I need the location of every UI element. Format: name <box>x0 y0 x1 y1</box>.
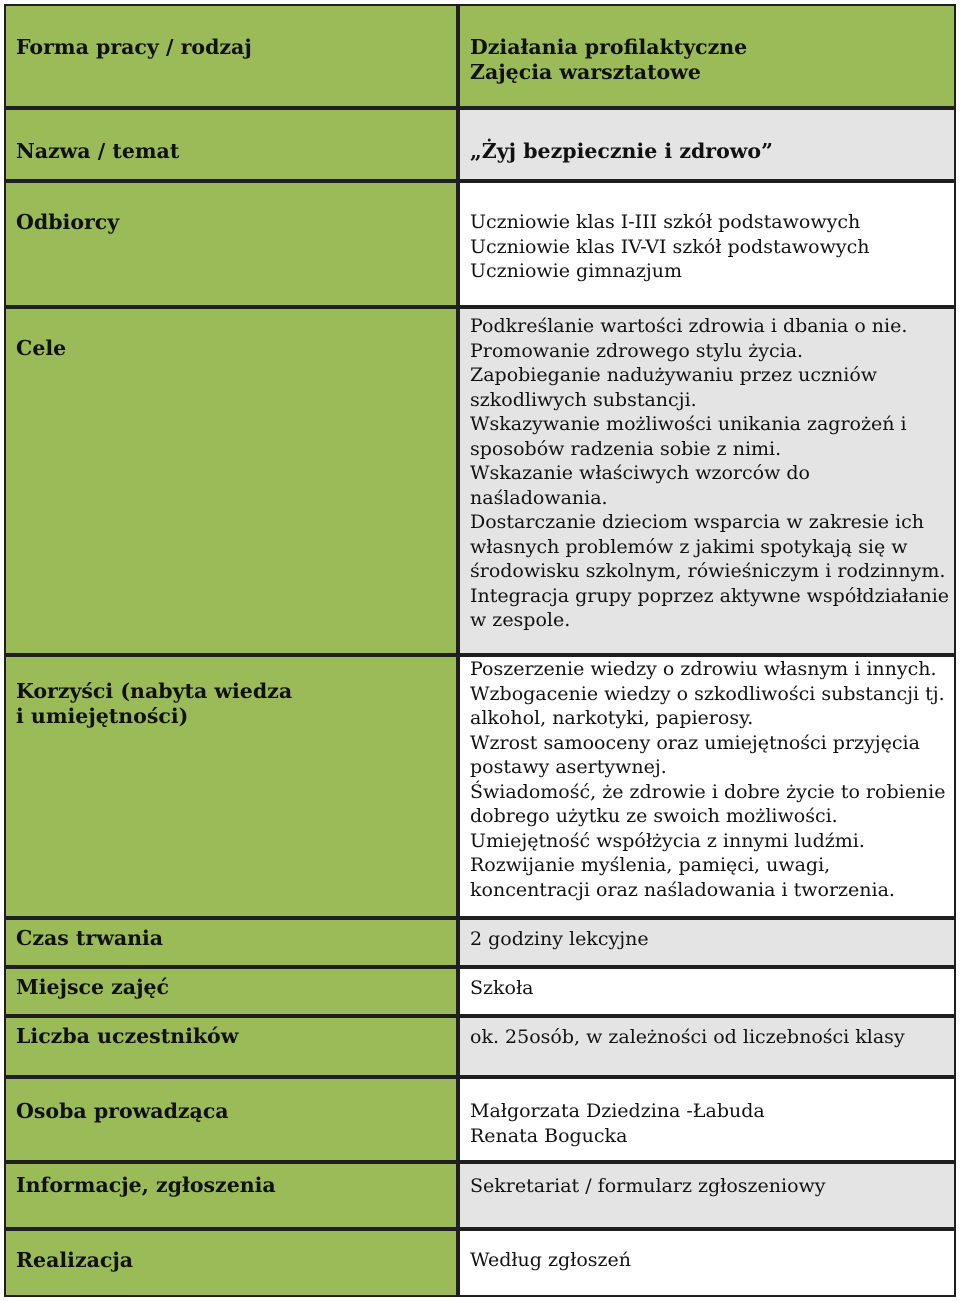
label-line: Korzyści (nabyta wiedza <box>16 679 293 703</box>
value-line: Poszerzenie wiedzy o zdrowiu własnym i innych. <box>470 658 937 680</box>
label-czas-trwania: Czas trwania <box>6 920 456 965</box>
value-line: Renata Bogucka <box>470 1124 628 1147</box>
value-nazwa-temat <box>460 110 954 179</box>
label-odbiorcy: Odbiorcy <box>6 183 456 305</box>
label-line: i umiejętności) <box>16 703 189 728</box>
value-line: Dostarczanie dzieciom wsparcia w zakresie ich <box>470 511 924 533</box>
value-line: Umiejętność współżycia z innymi ludźmi. <box>470 829 865 852</box>
value-korzysci <box>460 657 954 916</box>
value-line: Świadomość, że zdrowie i dobre życie to robienie <box>470 780 946 803</box>
value-informacje <box>460 1164 954 1227</box>
label-osoba-prowadzaca: Osoba prowadząca <box>6 1079 456 1160</box>
value-line: koncentracji oraz naśladowania i tworzenia. <box>470 878 895 901</box>
value-line: Wzbogacenie wiedzy o szkodliwości substancji tj. <box>470 682 945 705</box>
value-realizacja <box>460 1231 954 1295</box>
value-line: szkodliwych substancji. <box>470 388 697 411</box>
value-line: Rozwijanie myślenia, pamięci, uwagi, <box>470 854 831 876</box>
value-line: własnych problemów z jakimi spotykają się w <box>470 535 908 558</box>
value-line: sposobów radzenia sobie z nimi. <box>470 437 782 460</box>
label-korzysci <box>6 657 456 916</box>
value-line: dobrego użytku ze swoich możliwości. <box>470 805 838 827</box>
value-line: środowisku szkolnym, rówieśniczym i rodzinnym. <box>470 560 946 582</box>
value-miejsce-zajec <box>460 969 954 1014</box>
label-informacje: Informacje, zgłoszenia <box>6 1164 456 1227</box>
label-liczba-uczestnikow: Liczba uczestników <box>6 1018 456 1075</box>
value-line: Uczniowie gimnazjum <box>470 260 683 282</box>
value-line: Integracja grupy poprzez aktywne współdziałanie <box>470 584 950 607</box>
value-line: 2 godziny lekcyjne <box>470 928 649 950</box>
value-line: Uczniowie klas I-III szkół podstawowych <box>470 211 861 233</box>
value-odbiorcy <box>460 183 954 305</box>
value-forma-pracy <box>460 6 954 106</box>
value-line: Szkoła <box>470 977 534 999</box>
value-line: Według zgłoszeń <box>470 1249 631 1271</box>
value-line: alkohol, narkotyki, papierosy. <box>470 707 754 729</box>
value-line: Sekretariat / formularz zgłoszeniowy <box>470 1175 826 1197</box>
value-cele <box>460 309 954 653</box>
value-line: Zapobieganie nadużywaniu przez uczniów <box>470 364 878 386</box>
value-line: Wskazanie właściwych wzorców do <box>470 462 810 484</box>
label-nazwa-temat: Nazwa / temat <box>6 110 456 179</box>
value-line: postawy asertywnej. <box>470 756 667 778</box>
value-czas-trwania <box>460 920 954 965</box>
label-realizacja: Realizacja <box>6 1231 456 1295</box>
value-osoba-prowadzaca <box>460 1079 954 1160</box>
value-line: „Żyj bezpiecznie i zdrowo” <box>470 139 773 163</box>
value-line: w zespole. <box>470 609 571 631</box>
label-cele: Cele <box>6 309 456 653</box>
value-line: Wskazywanie możliwości unikania zagrożeń i <box>470 413 907 435</box>
value-line: Działania profilaktyczne <box>470 35 748 59</box>
value-line: Podkreślanie wartości zdrowia i dbania o nie. <box>470 315 908 337</box>
program-table <box>4 4 956 1297</box>
value-liczba-uczestnikow <box>460 1018 954 1075</box>
value-line: Uczniowie klas IV-VI szkół podstawowych <box>470 235 870 258</box>
value-line: Wzrost samooceny oraz umiejętności przyjęcia <box>470 731 920 754</box>
value-line: Zajęcia warsztatowe <box>470 59 701 84</box>
label-forma-pracy: Forma pracy / rodzaj <box>6 6 456 106</box>
value-line: ok. 25osób, w zależności od liczebności klasy <box>470 1026 905 1048</box>
value-line: Małgorzata Dziedzina -Łabuda <box>470 1100 765 1122</box>
value-line: naśladowania. <box>470 486 608 509</box>
label-miejsce-zajec: Miejsce zajęć <box>6 969 456 1014</box>
value-line: Promowanie zdrowego stylu życia. <box>470 339 804 362</box>
